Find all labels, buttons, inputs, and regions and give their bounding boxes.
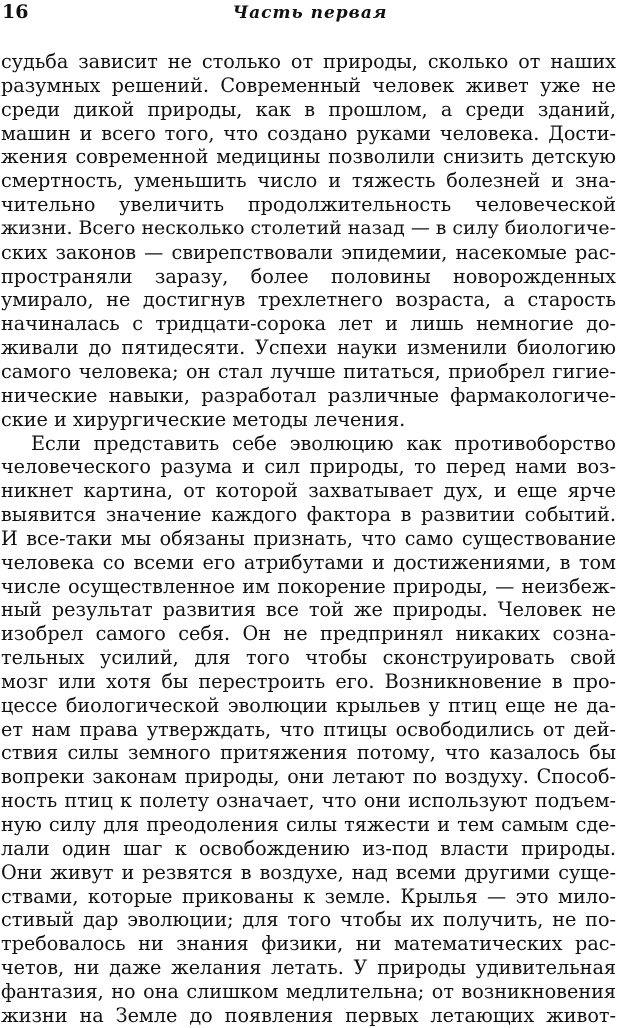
- text-line: самого человека; он стал лучше питаться, приобрел гигие-: [1, 359, 616, 383]
- text-line: пространяли заразу, более половины новорожденных: [1, 264, 616, 288]
- text-line: жизни на Земле до появления первых летающих живот-: [1, 1003, 616, 1027]
- text-line: И все-таки мы обязаны признать, что само существование: [1, 526, 616, 550]
- text-line: мозг или хотя бы перестроить его. Возникновение в про-: [1, 669, 616, 693]
- page-header: [0, 0, 620, 28]
- text-line: жизни. Всего несколько столетий назад — в силу биологиче-: [1, 216, 616, 239]
- text-line: лали один шаг к освобождению из-под власти природы.: [1, 836, 616, 860]
- text-line: ствия силы земного притяжения потому, что казалось бы: [1, 741, 616, 765]
- text-line: фантазия, но она слишком медлительна; от возникновения: [1, 979, 616, 1003]
- text-line: ствами, которые прикованы к земле. Крылья — это мило-: [1, 884, 616, 908]
- text-line: ность птиц к полету означает, что они используют подъем-: [1, 789, 616, 813]
- text-line: умирало, не достигнув трехлетнего возраста, а старость: [1, 288, 616, 312]
- text-line: требовалось ни знания физики, ни математических рас-: [1, 932, 616, 956]
- text-line: стивый дар эволюции; для того чтобы их получить, не по-: [1, 908, 616, 932]
- text-line: смертность, уменьшить число и тяжесть болезней и зна-: [1, 169, 616, 193]
- text-line: машин и всего того, что создано руками человека. Дости-: [1, 121, 616, 145]
- text-line: Они живут и резвятся в воздухе, над всеми другими суще-: [1, 860, 616, 884]
- text-line: живали до пятидесяти. Успехи науки изменили биологию: [1, 336, 616, 360]
- text-line: нические навыки, разработал различные фармакологиче-: [1, 383, 616, 407]
- text-line: ские и хирургические методы лечения.: [1, 407, 406, 431]
- text-line: жения современной медицины позволили снизить детскую: [1, 145, 616, 169]
- text-line: никнет картина, от которой захватывает дух, и еще ярче: [1, 479, 616, 503]
- text-line: начиналась с тридцати-сорока лет и лишь немногие до-: [1, 312, 616, 336]
- text-line: изобрел самого себя. Он не предпринял никаких сознa-: [1, 622, 616, 646]
- paragraph: [1, 50, 616, 432]
- text-line: числе осуществленное им покорение природы, — неизбеж-: [1, 574, 616, 598]
- text-line: тельных усилий, для того чтобы сконструировать свой: [1, 646, 616, 670]
- text-line: Если представить себе эволюцию как противоборство: [31, 431, 616, 455]
- body-text: [1, 50, 616, 1028]
- text-line: разумных решений. Современный человек живет уже не: [1, 73, 616, 97]
- text-line: человека со всеми его атрибутами и достижениями, в том: [1, 550, 616, 574]
- paragraph: [1, 432, 616, 1028]
- text-line: выявится значение каждого фактора в развитии событий.: [1, 503, 616, 527]
- text-line: чительно увеличить продолжительность человеческой: [1, 193, 616, 217]
- text-line: судьба зависит не столько от природы, сколько от наших: [1, 50, 616, 73]
- text-line: человеческого разума и сил природы, то перед нами воз-: [1, 455, 616, 479]
- text-line: ную силу для преодоления силы тяжести и тем самым сде-: [1, 813, 616, 836]
- text-line: среди дикой природы, как в прошлом, а среди зданий,: [1, 97, 616, 121]
- text-line: ный результат развития все той же природы. Человек не: [1, 598, 616, 622]
- text-line: четов, ни даже желания летать. У природы удивительная: [1, 956, 616, 980]
- text-line: ет нам права утверждать, что птицы освободились от дей-: [1, 717, 616, 741]
- text-line: ских законов — свирепствовали эпидемии, насекомые рас-: [1, 240, 616, 264]
- page-number: 16: [2, 1, 29, 23]
- text-line: цессе биологической эволюции крыльев у птиц еще не да-: [1, 693, 616, 717]
- text-line: вопреки законам природы, они летают по воздуху. Способ-: [1, 765, 616, 789]
- running-head: Часть первая: [232, 3, 388, 23]
